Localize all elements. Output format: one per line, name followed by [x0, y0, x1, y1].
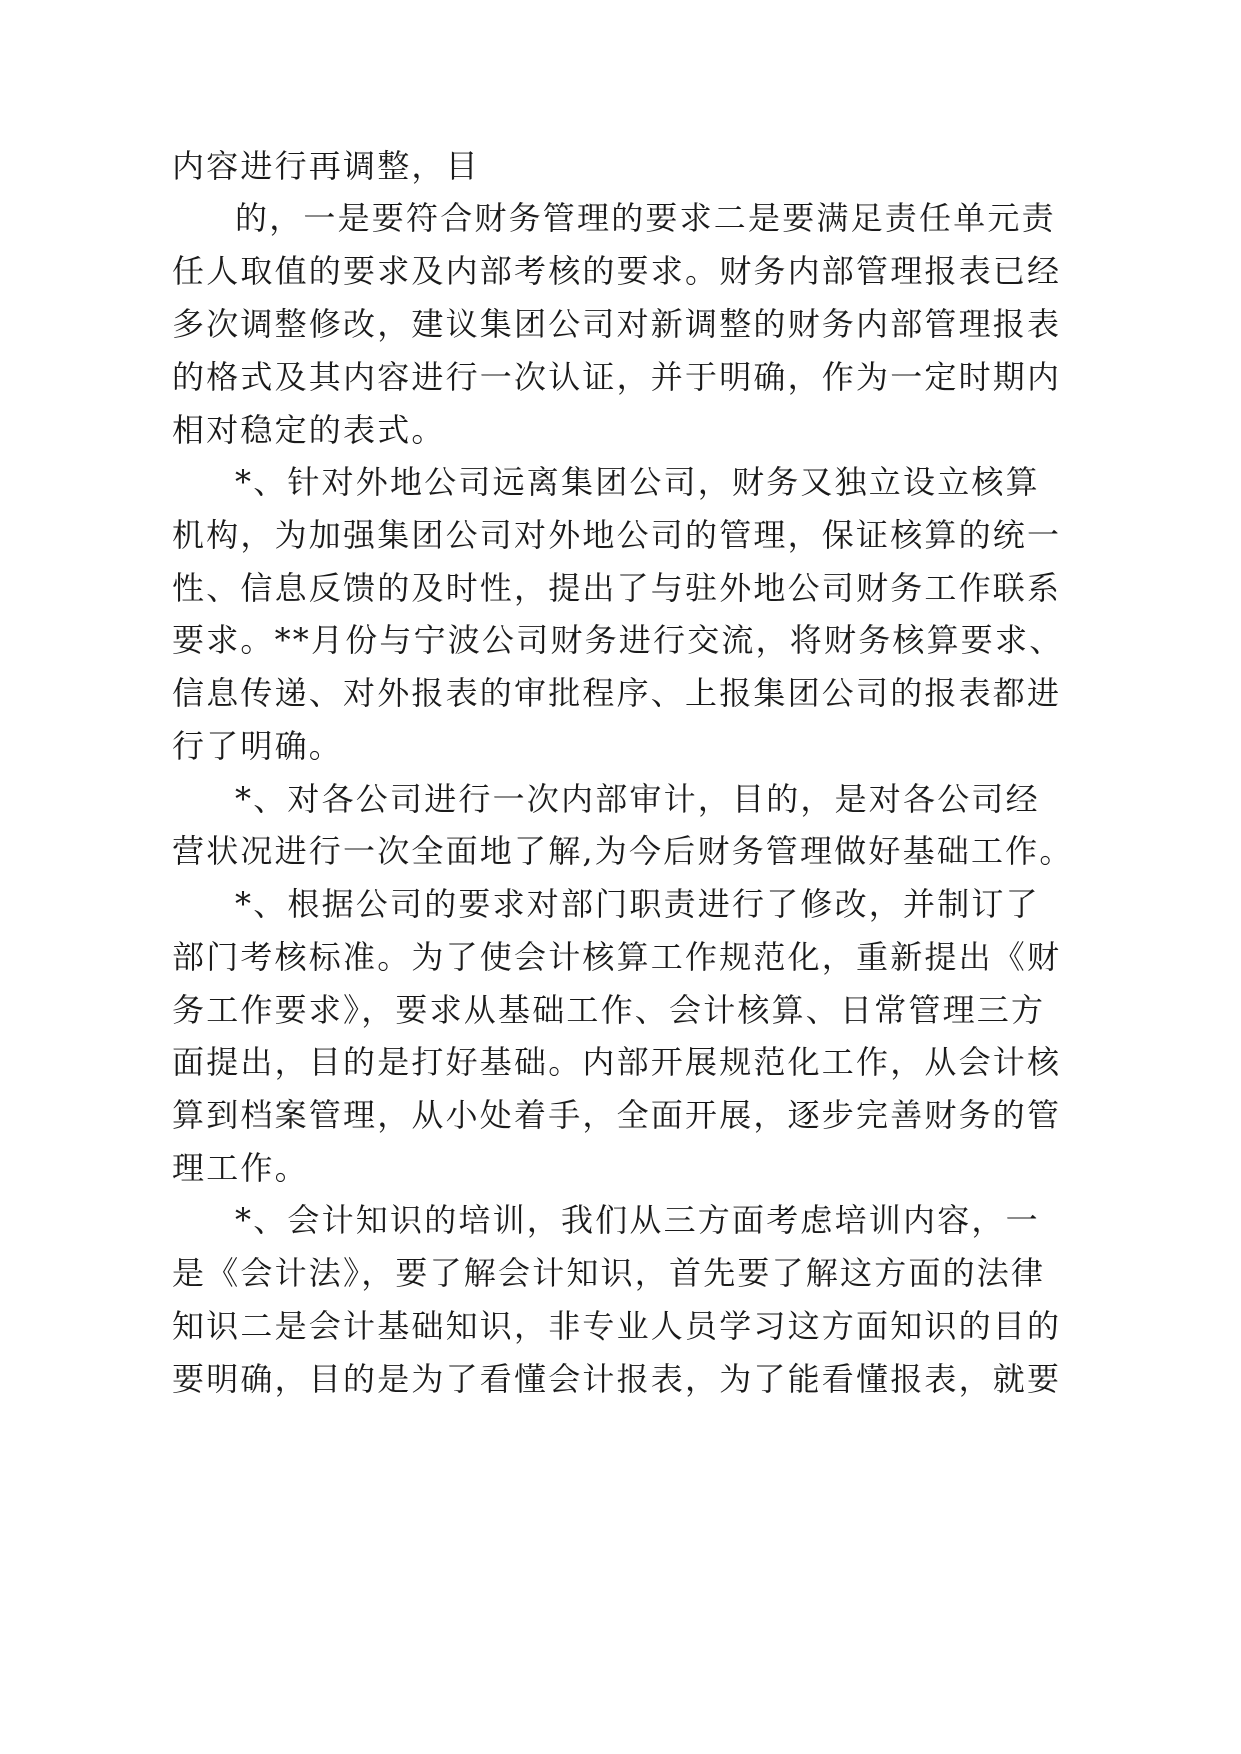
text-line: 相对稳定的表式。	[172, 411, 446, 449]
text-line: *、针对外地公司远离集团公司，财务又独立设立核算	[235, 463, 1040, 501]
text-line: 理工作。	[172, 1149, 309, 1187]
text-line: 行了明确。	[172, 727, 344, 765]
text-line: 算到档案管理，从小处着手，全面开展，逐步完善财务的管	[172, 1096, 1062, 1134]
text-line: 机构，为加强集团公司对外地公司的管理，保证核算的统一	[172, 516, 1062, 554]
text-line: 的格式及其内容进行一次认证，并于明确，作为一定时期内	[172, 358, 1062, 396]
text-line: *、对各公司进行一次内部审计，目的，是对各公司经	[235, 780, 1040, 818]
text-line: 信息传递、对外报表的审批程序、上报集团公司的报表都进	[172, 674, 1062, 712]
text-line: 面提出，目的是打好基础。内部开展规范化工作，从会计核	[172, 1043, 1062, 1081]
text-line: 性、信息反馈的及时性，提出了与驻外地公司财务工作联系	[172, 569, 1062, 607]
text-line: 营状况进行一次全面地了解,为今后财务管理做好基础工作。	[172, 832, 1074, 870]
text-line: 务工作要求》，要求从基础工作、会计核算、日常管理三方	[172, 991, 1046, 1029]
text-line: *、会计知识的培训，我们从三方面考虑培训内容，一	[235, 1201, 1040, 1239]
text-line: 任人取值的要求及内部考核的要求。财务内部管理报表已经	[172, 252, 1062, 290]
text-line: 要求。**月份与宁波公司财务进行交流，将财务核算要求、	[172, 621, 1064, 659]
text-line: 要明确，目的是为了看懂会计报表，为了能看懂报表，就要	[172, 1360, 1062, 1398]
text-line: 知识二是会计基础知识，非专业人员学习这方面知识的目的	[172, 1307, 1062, 1345]
text-line: 的，一是要符合财务管理的要求二是要满足责任单元责	[235, 199, 1056, 237]
text-line: *、根据公司的要求对部门职责进行了修改，并制订了	[235, 885, 1040, 923]
text-line: 是《会计法》，要了解会计知识，首先要了解这方面的法律	[172, 1254, 1046, 1292]
text-line: 内容进行再调整，目	[172, 147, 480, 185]
text-line: 多次调整修改，建议集团公司对新调整的财务内部管理报表	[172, 305, 1062, 343]
text-line: 部门考核标准。为了使会计核算工作规范化，重新提出《财	[172, 938, 1062, 976]
